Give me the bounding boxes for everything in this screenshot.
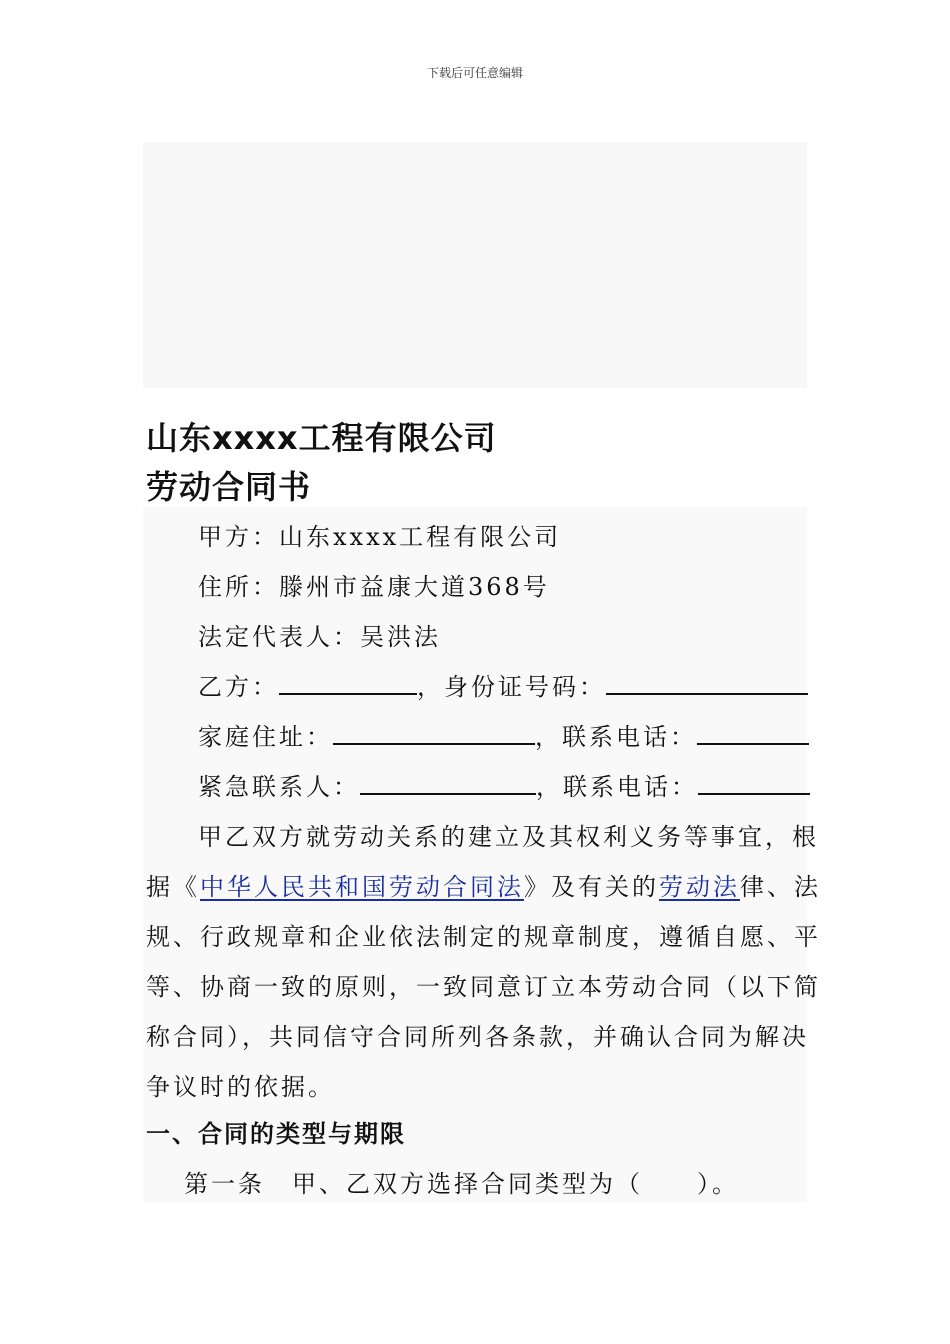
party-b-id-field[interactable] xyxy=(606,671,808,695)
address-line xyxy=(198,567,550,602)
document-title: 劳动合同书 xyxy=(146,468,312,506)
emergency-line xyxy=(198,767,810,802)
company-title: 山东xxxx工程有限公司 xyxy=(146,419,497,457)
paragraph-line-5: 称合同），共同信守合同所列各条款，并确认合同为解决 xyxy=(146,1023,809,1051)
paragraph-text: 律、法 xyxy=(740,873,821,901)
paragraph-line-6: 争议时的依据。 xyxy=(146,1073,335,1101)
home-phone-field[interactable] xyxy=(697,721,809,745)
home-label: 家庭住址： xyxy=(198,723,333,751)
article-1: 第一条 甲、乙双方选择合同类型为（ ）。 xyxy=(184,1170,739,1198)
section-heading: 一、合同的类型与期限 xyxy=(146,1120,406,1148)
party-a-line xyxy=(198,517,561,552)
emergency-contact-field[interactable] xyxy=(360,771,536,795)
paragraph-line-2 xyxy=(146,867,821,902)
paragraph-line-3: 规、行政规章和企业依法制定的规章制度，遵循自愿、平 xyxy=(146,923,821,951)
address-label: 住所： xyxy=(198,573,279,601)
party-b-label: 乙方： xyxy=(198,673,279,701)
labor-law-link[interactable]: 劳动法 xyxy=(659,873,740,901)
legal-rep-value: 吴洪法 xyxy=(360,623,441,651)
emergency-phone-label: ，联系电话： xyxy=(536,773,698,801)
home-phone-label: ，联系电话： xyxy=(535,723,697,751)
party-a-label: 甲方： xyxy=(198,523,279,551)
emergency-label: 紧急联系人： xyxy=(198,773,360,801)
home-address-field[interactable] xyxy=(333,721,535,745)
party-b-name-field[interactable] xyxy=(279,671,417,695)
legal-rep-label: 法定代表人： xyxy=(198,623,360,651)
party-b-id-label: ，身份证号码： xyxy=(417,673,606,701)
header-note: 下载后可任意编辑 xyxy=(426,66,523,80)
home-line xyxy=(198,717,809,752)
party-b-line xyxy=(198,667,808,702)
address-value: 滕州市益康大道368号 xyxy=(279,573,550,601)
image-placeholder xyxy=(143,142,807,388)
paragraph-line-1: 甲乙双方就劳动关系的建立及其权利义务等事宜，根 xyxy=(198,823,819,851)
paragraph-text: 据《 xyxy=(146,873,200,901)
legal-rep-line xyxy=(198,617,441,652)
labor-contract-law-link[interactable]: 中华人民共和国劳动合同法 xyxy=(200,873,524,901)
paragraph-text: 》及有关的 xyxy=(524,873,659,901)
emergency-phone-field[interactable] xyxy=(698,771,810,795)
paragraph-line-4: 等、协商一致的原则，一致同意订立本劳动合同（以下简 xyxy=(146,973,821,1001)
party-a-value: 山东xxxx工程有限公司 xyxy=(279,523,562,551)
